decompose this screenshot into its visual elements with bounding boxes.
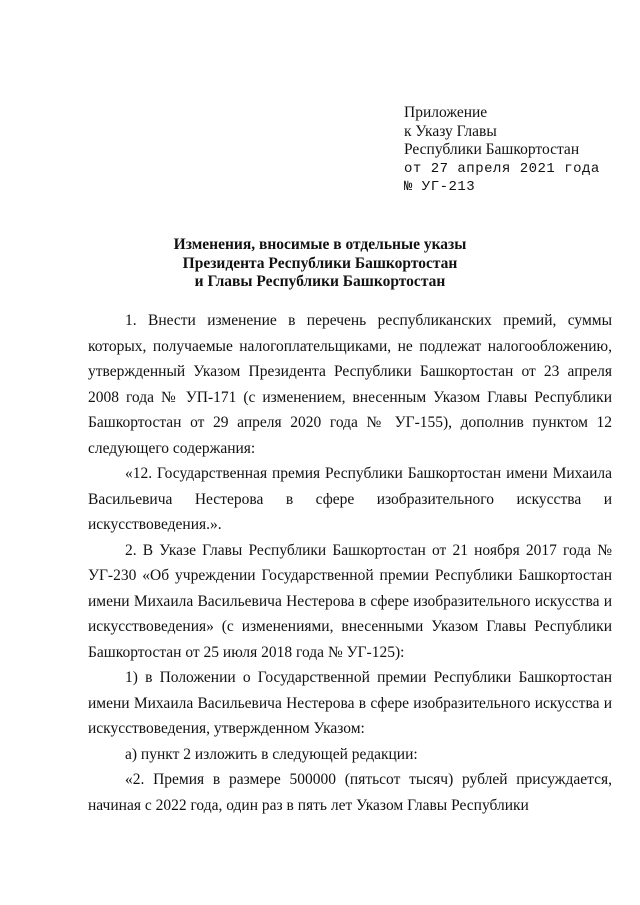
appendix-block [404, 104, 600, 197]
paragraph-2: «12. Государственная премия Республики Башкортостан имени Михаила Васильевича Нестерова в сфере изобразительного искусства и искусствоведения.». [88, 465, 612, 533]
appendix-title: Приложение [404, 104, 488, 121]
paragraph-3: 2. В Указе Главы Республики Башкортостан от 21 ноября 2017 года № УГ-230 «Об учреждении Государственной премии Республики Башкортостан имени Михаила Васильевича Нестерова в сфере изобразительного искусства и искусствоведения» (с изменениями, внесенными Указом Главы Республики Башкортостан от 25 июля 2018 года № УГ-125): [88, 541, 612, 661]
document-body [88, 308, 612, 818]
document-heading [0, 236, 640, 292]
paragraph-5: а) пункт 2 изложить в следующей редакции: [125, 745, 418, 763]
paragraph-4: 1) в Положении о Государственной премии Республики Башкортостан имени Михаила Васильевича Нестерова в сфере изобразительного искусства и искусствоведения, утвержденном Указом: [88, 669, 612, 737]
heading-line-2: Президента Республики Башкортостан [182, 254, 458, 272]
heading-line-1: Изменения, вносимые в отдельные указы [173, 236, 467, 253]
paragraph-6: «2. Премия в размере 500000 (пятьсот тысяч) рублей присуждается, начиная с 2022 года, один раз в пять лет Указом Главы Республики [88, 771, 612, 814]
appendix-decree-ref: к Указу Главы [404, 122, 497, 140]
paragraph-1: 1. Внести изменение в перечень республиканских премий, суммы которых, получаемые налогоплательщиками, не подлежат налогообложению, утвержденный Указом Президента Республики Башкортостан от 23 апреля 2008 года № УП-171 (с изменением, внесенным Указом Главы Республики Башкортостан от 29 апреля 2020 года № УГ-155), дополнив пунктом 12 следующего содержания: [88, 312, 612, 457]
appendix-republic: Республики Башкортостан [404, 141, 580, 158]
appendix-date: от 27 апреля 2021 года [404, 160, 600, 177]
heading-line-3: и Главы Республики Башкортостан [194, 273, 446, 290]
appendix-number: № УГ-213 [404, 179, 476, 195]
